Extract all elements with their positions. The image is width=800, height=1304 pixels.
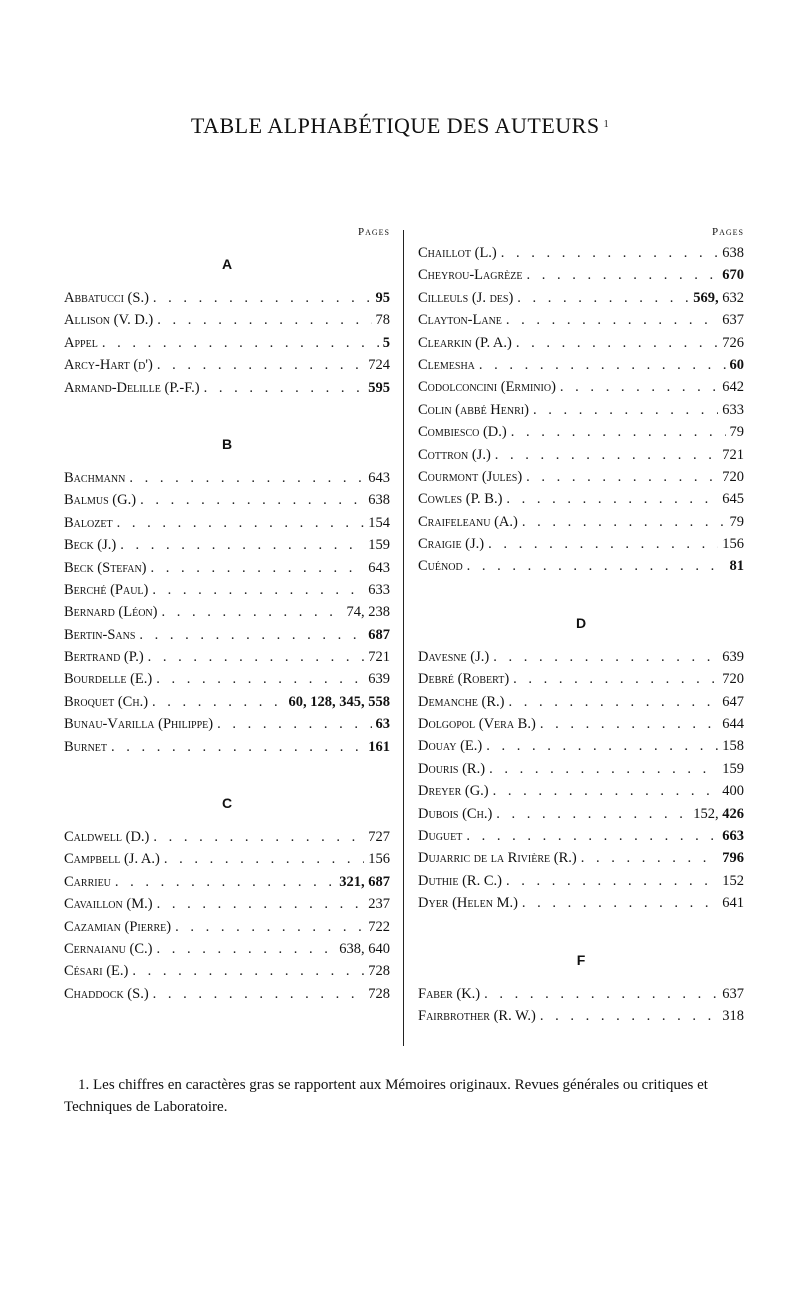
index-entry: [418, 309, 744, 331]
author-name: Beck (Stefan): [64, 559, 147, 576]
index-entry: [418, 376, 744, 398]
page-numbers: [722, 870, 744, 892]
index-entry: [64, 871, 390, 893]
author-name: Clemesha: [418, 356, 475, 373]
page-numbers: [722, 466, 744, 488]
pages-header: Pages: [711, 226, 744, 238]
dot-leader: [509, 691, 719, 713]
author-name: Douay (E.): [418, 738, 483, 755]
index-entry: [64, 983, 390, 1005]
index-entry: [64, 713, 390, 735]
author-name: Dolgopol (Vera B.): [418, 716, 536, 733]
page-numbers: [368, 624, 390, 646]
page-number: 158: [722, 738, 744, 755]
page-number: 643: [368, 559, 390, 576]
page-numbers: [730, 511, 745, 533]
page-number-bold: 670: [722, 267, 744, 284]
page-numbers: [368, 668, 390, 690]
dot-leader: [540, 713, 718, 735]
page-numbers: [339, 871, 390, 893]
index-entry: [64, 557, 390, 579]
author-name: Cilleuls (J. des): [418, 289, 514, 306]
page-number: 637: [722, 985, 744, 1002]
dot-leader: [204, 377, 365, 399]
page-numbers: [347, 601, 391, 623]
page-number: 638: [722, 245, 744, 261]
index-entry: [64, 916, 390, 938]
page-numbers: [368, 489, 390, 511]
index-entry: [418, 847, 744, 869]
author-name: Fairbrother (R. W.): [418, 1007, 536, 1024]
author-name: Duthie (R. C.): [418, 872, 502, 889]
page-numbers: [368, 826, 390, 848]
author-name: Césari (E.): [64, 963, 129, 980]
page-number: 721: [722, 446, 744, 463]
author-name: Beck (J.): [64, 537, 117, 554]
dot-leader: [526, 264, 718, 286]
dot-leader: [489, 758, 718, 780]
index-entry: [418, 242, 744, 264]
index-entry: [418, 399, 744, 421]
page-numbers: [722, 892, 744, 914]
page-number: 642: [722, 379, 744, 396]
index-entry: [418, 332, 744, 354]
author-name: Allison (V. D.): [64, 312, 154, 329]
author-name: Dyer (Helen M.): [418, 895, 518, 912]
page-numbers: [368, 354, 390, 376]
index-entry: [418, 870, 744, 892]
page-numbers: [722, 758, 744, 780]
page-number: 641: [722, 895, 744, 912]
index-entry: [418, 646, 744, 668]
author-name: Bertrand (P.): [64, 649, 144, 666]
page-numbers: [368, 736, 390, 758]
page-number: 728: [368, 985, 390, 1002]
dot-leader: [152, 691, 284, 713]
dot-leader: [157, 309, 371, 331]
dot-leader: [488, 533, 718, 555]
index-entry: [64, 601, 390, 623]
page-number: 152,: [693, 805, 723, 822]
section-letter: A: [221, 256, 233, 272]
index-entry: [418, 668, 744, 690]
page-numbers: [722, 713, 744, 735]
author-name: Courmont (Jules): [418, 468, 523, 485]
index-entry: [64, 579, 390, 601]
section-gap: [64, 758, 390, 781]
dot-leader: [148, 646, 365, 668]
left-index-column: [64, 222, 390, 1005]
section-gap: [418, 915, 744, 938]
page-numbers: [722, 735, 744, 757]
page-numbers: [722, 376, 744, 398]
page-number: 640: [368, 940, 390, 957]
page-number: 639: [722, 648, 744, 665]
page-number: 79: [729, 513, 744, 530]
index-entry: [64, 668, 390, 690]
page-numbers: [730, 421, 745, 443]
page-number-bold: 63: [375, 716, 390, 733]
page-numbers: [368, 983, 390, 1005]
author-name: Appel: [64, 334, 98, 351]
dot-leader: [151, 557, 365, 579]
author-name: Bourdelle (E.): [64, 671, 153, 688]
page-number-bold: 60: [729, 356, 744, 373]
page-numbers: [722, 825, 744, 847]
page-number-bold: 558: [368, 693, 390, 710]
page-numbers: [376, 287, 391, 309]
index-entry: [418, 287, 744, 309]
index-entry: [418, 758, 744, 780]
author-name: Codolconcini (Erminio): [418, 379, 556, 396]
index-entry: [418, 511, 744, 533]
author-name: Broquet (Ch.): [64, 693, 149, 710]
dot-leader: [467, 555, 726, 577]
page-numbers: [722, 983, 744, 1005]
page-number-bold: 81: [729, 558, 744, 575]
index-entry: [418, 466, 744, 488]
page-number: 728: [368, 963, 390, 980]
page-number: 237: [368, 896, 390, 913]
dot-leader: [140, 489, 364, 511]
index-entry: [418, 533, 744, 555]
author-name: Campbell (J. A.): [64, 851, 160, 868]
page-number-bold: 5: [382, 334, 390, 351]
dot-leader: [506, 870, 718, 892]
dot-leader: [479, 354, 726, 376]
author-name: Caldwell (D.): [64, 829, 150, 846]
index-entry: [418, 444, 744, 466]
dot-leader: [496, 803, 689, 825]
dot-leader: [484, 983, 718, 1005]
author-name: Cowles (P. B.): [418, 491, 503, 508]
page-number-bold: 796: [722, 850, 744, 867]
dot-leader: [129, 467, 364, 489]
page-number: 645: [722, 491, 744, 508]
footnote-marker: 1: [603, 119, 610, 130]
page-numbers: [722, 691, 744, 713]
page-number: 720: [722, 468, 744, 485]
index-entry: [418, 983, 744, 1005]
author-name: Combiesco (D.): [418, 424, 507, 441]
index-entry: [64, 691, 390, 713]
page-number: 400: [722, 783, 744, 800]
page-numbers: [722, 444, 744, 466]
page-numbers: [376, 713, 391, 735]
dot-leader: [153, 287, 372, 309]
page-numbers: [693, 287, 744, 309]
author-name: Cernaianu (C.): [64, 940, 153, 957]
page-number: 238: [368, 604, 390, 621]
page-number: 156: [722, 536, 744, 553]
index-entry: [64, 646, 390, 668]
page-number: 724: [368, 357, 390, 374]
page-numbers: [376, 309, 391, 331]
author-name: Chaddock (S.): [64, 985, 149, 1002]
page-number-bold: 687: [368, 873, 390, 890]
index-entry: [64, 287, 390, 309]
page-numbers: [368, 960, 390, 982]
author-name: Balozet: [64, 514, 113, 531]
page-numbers: [368, 579, 390, 601]
page-numbers: [722, 1005, 744, 1027]
index-entry: [64, 736, 390, 758]
author-name: Craifeleanu (A.): [418, 513, 518, 530]
page-number: 639: [368, 671, 390, 688]
author-name: Debré (Robert): [418, 671, 510, 688]
index-entry: [418, 735, 744, 757]
page-numbers: [693, 803, 744, 825]
dot-leader: [164, 848, 364, 870]
author-name: Clearkin (P. A.): [418, 334, 512, 351]
author-name: Armand-Delille (P.-F.): [64, 379, 200, 396]
page-number: 727: [368, 829, 390, 846]
page-numbers: [722, 780, 744, 802]
index-entry: [418, 691, 744, 713]
page-number: 638,: [339, 940, 369, 957]
dot-leader: [560, 376, 718, 398]
page-number: 152: [722, 872, 744, 889]
dot-leader: [526, 466, 718, 488]
author-name: Cottron (J.): [418, 446, 491, 463]
page-number: 726: [722, 334, 744, 351]
dot-leader: [115, 871, 335, 893]
page-numbers: [368, 848, 390, 870]
page-number: 79: [729, 424, 744, 441]
page-number: 643: [368, 469, 390, 486]
dot-leader: [153, 826, 364, 848]
dot-leader: [506, 488, 718, 510]
index-entry: [418, 555, 744, 577]
page-number-bold: 569,: [693, 289, 723, 306]
page-numbers: [368, 916, 390, 938]
column-divider: [403, 230, 404, 1046]
index-entry: [418, 488, 744, 510]
dot-leader: [493, 780, 719, 802]
page-numbers: [722, 847, 744, 869]
footnote: 1. Les chiffres en caractères gras se rapportent aux Mémoires originaux. Revues générales ou critiques et Techniques de Laboratoire.: [64, 1077, 708, 1115]
index-entry: [64, 826, 390, 848]
page-numbers: [730, 555, 745, 577]
dot-leader: [493, 646, 718, 668]
index-entry: [418, 892, 744, 914]
index-entry: [64, 332, 390, 354]
page-number-bold: 663: [722, 827, 744, 844]
page-number: 647: [722, 693, 744, 710]
page-number: 633: [368, 581, 390, 598]
dot-leader: [513, 668, 718, 690]
page-number: 78: [375, 312, 390, 329]
author-name: Bunau-Varilla (Philippe): [64, 716, 214, 733]
author-name: Berché (Paul): [64, 581, 149, 598]
page-numbers: [730, 354, 745, 376]
index-entry: [418, 803, 744, 825]
dot-leader: [516, 332, 718, 354]
page-numbers: [368, 646, 390, 668]
page-numbers: [368, 512, 390, 534]
pages-header: Pages: [357, 226, 390, 238]
page-number-bold: 95: [375, 290, 390, 306]
page-number: 318: [722, 1007, 744, 1024]
dot-leader: [139, 624, 364, 646]
dot-leader: [486, 735, 718, 757]
section-letter: D: [575, 614, 587, 631]
dot-leader: [581, 847, 719, 869]
page-numbers: [722, 399, 744, 421]
dot-leader: [522, 511, 726, 533]
page-numbers: [339, 938, 390, 960]
index-entry: [64, 512, 390, 534]
section-gap: [64, 399, 390, 422]
section-letter: C: [221, 795, 233, 812]
dot-leader: [111, 736, 364, 758]
author-name: Chaillot (L.): [418, 245, 497, 261]
index-entry: [418, 354, 744, 376]
dot-leader: [152, 579, 364, 601]
section-letter: B: [221, 435, 233, 452]
index-entry: [64, 489, 390, 511]
dot-leader: [217, 713, 371, 735]
dot-leader: [522, 892, 718, 914]
page-numbers: [722, 242, 744, 264]
page-number-bold: 161: [368, 738, 390, 755]
page-numbers: [722, 309, 744, 331]
dot-leader: [175, 916, 364, 938]
index-entry: [418, 780, 744, 802]
page-number-bold: 321,: [339, 873, 369, 890]
page-number-bold: 595: [368, 379, 390, 396]
author-name: Arcy-Hart (d'): [64, 357, 153, 374]
right-index-column: [418, 222, 744, 1027]
page-number-bold: 426: [722, 805, 744, 822]
page-number: 644: [722, 716, 744, 733]
index-entry: [64, 960, 390, 982]
dot-leader: [161, 601, 342, 623]
page-number-bold: 687: [368, 626, 390, 643]
index-entry: [64, 467, 390, 489]
dot-leader: [495, 444, 718, 466]
dot-leader: [466, 825, 718, 847]
page-number-bold: 60, 128, 345,: [288, 693, 369, 710]
author-name: Demanche (R.): [418, 693, 505, 710]
dot-leader: [506, 309, 718, 331]
index-entry: [64, 377, 390, 399]
author-name: Clayton-Lane: [418, 312, 502, 329]
author-name: Carrieu: [64, 873, 111, 890]
index-entry: [64, 938, 390, 960]
dot-leader: [517, 287, 689, 309]
dot-leader: [157, 893, 365, 915]
page-numbers: [722, 668, 744, 690]
dot-leader: [533, 399, 718, 421]
dot-leader: [511, 421, 726, 443]
author-name: Abbatucci (S.): [64, 290, 149, 306]
page-numbers: [368, 893, 390, 915]
page-number: 633: [722, 401, 744, 418]
author-name: Bachmann: [64, 469, 126, 486]
page-numbers: [368, 557, 390, 579]
author-name: Dreyer (G.): [418, 783, 489, 800]
page-number: 156: [368, 851, 390, 868]
dot-leader: [132, 960, 364, 982]
dot-leader: [540, 1005, 718, 1027]
author-name: Bertin-Sans: [64, 626, 136, 643]
page-numbers: [368, 467, 390, 489]
author-name: Cavaillon (M.): [64, 896, 153, 913]
page-number: 159: [368, 537, 390, 554]
page-number: 638: [368, 492, 390, 509]
dot-leader: [156, 938, 335, 960]
dot-leader: [117, 512, 365, 534]
dot-leader: [153, 983, 365, 1005]
author-name: Dubois (Ch.): [418, 805, 493, 822]
author-name: Cheyrou-Lagrèze: [418, 267, 523, 284]
page-numbers: [383, 332, 390, 354]
page-numbers: [289, 691, 391, 713]
page-number: 721: [368, 649, 390, 666]
index-entry: [64, 848, 390, 870]
dot-leader: [102, 332, 379, 354]
index-entry: [418, 713, 744, 735]
author-name: Balmus (G.): [64, 492, 137, 509]
author-name: Colin (abbé Henri): [418, 401, 529, 418]
page-numbers: [722, 264, 744, 286]
page-title: [0, 113, 800, 139]
author-name: Dujarric de la Rivière (R.): [418, 850, 577, 867]
dot-leader: [501, 242, 718, 264]
page-numbers: [722, 332, 744, 354]
page-number: 720: [722, 671, 744, 688]
index-entry: [64, 624, 390, 646]
page-numbers: [368, 534, 390, 556]
page-numbers: [722, 533, 744, 555]
page-numbers: [722, 488, 744, 510]
dot-leader: [157, 354, 364, 376]
page-number: 154: [368, 514, 390, 531]
author-name: Craigie (J.): [418, 536, 485, 553]
author-name: Duguet: [418, 827, 463, 844]
index-entry: [418, 421, 744, 443]
dot-leader: [120, 534, 364, 556]
page-title-text: TABLE ALPHABÉTIQUE DES AUTEURS: [190, 113, 600, 138]
author-name: Douris (R.): [418, 760, 486, 777]
index-entry: [418, 825, 744, 847]
section-gap: [418, 578, 744, 601]
index-entry: [64, 534, 390, 556]
page-number: 637: [722, 312, 744, 329]
page-number: 74,: [346, 604, 369, 621]
index-entry: [418, 264, 744, 286]
index-entry: [64, 354, 390, 376]
author-name: Bernard (Léon): [64, 604, 158, 621]
page-number: 632: [722, 289, 744, 306]
index-entry: [64, 309, 390, 331]
section-letter: F: [576, 951, 586, 968]
page-number: 722: [368, 918, 390, 935]
page-numbers: [722, 646, 744, 668]
author-name: Cuénod: [418, 558, 463, 575]
index-entry: [418, 1005, 744, 1027]
author-name: Burnet: [64, 738, 108, 755]
author-name: Davesne (J.): [418, 648, 490, 665]
page-number: 159: [722, 760, 744, 777]
dot-leader: [156, 668, 364, 690]
author-name: Faber (K.): [418, 985, 481, 1002]
page-numbers: [368, 377, 390, 399]
author-name: Cazamian (Pierre): [64, 918, 172, 935]
index-entry: [64, 893, 390, 915]
